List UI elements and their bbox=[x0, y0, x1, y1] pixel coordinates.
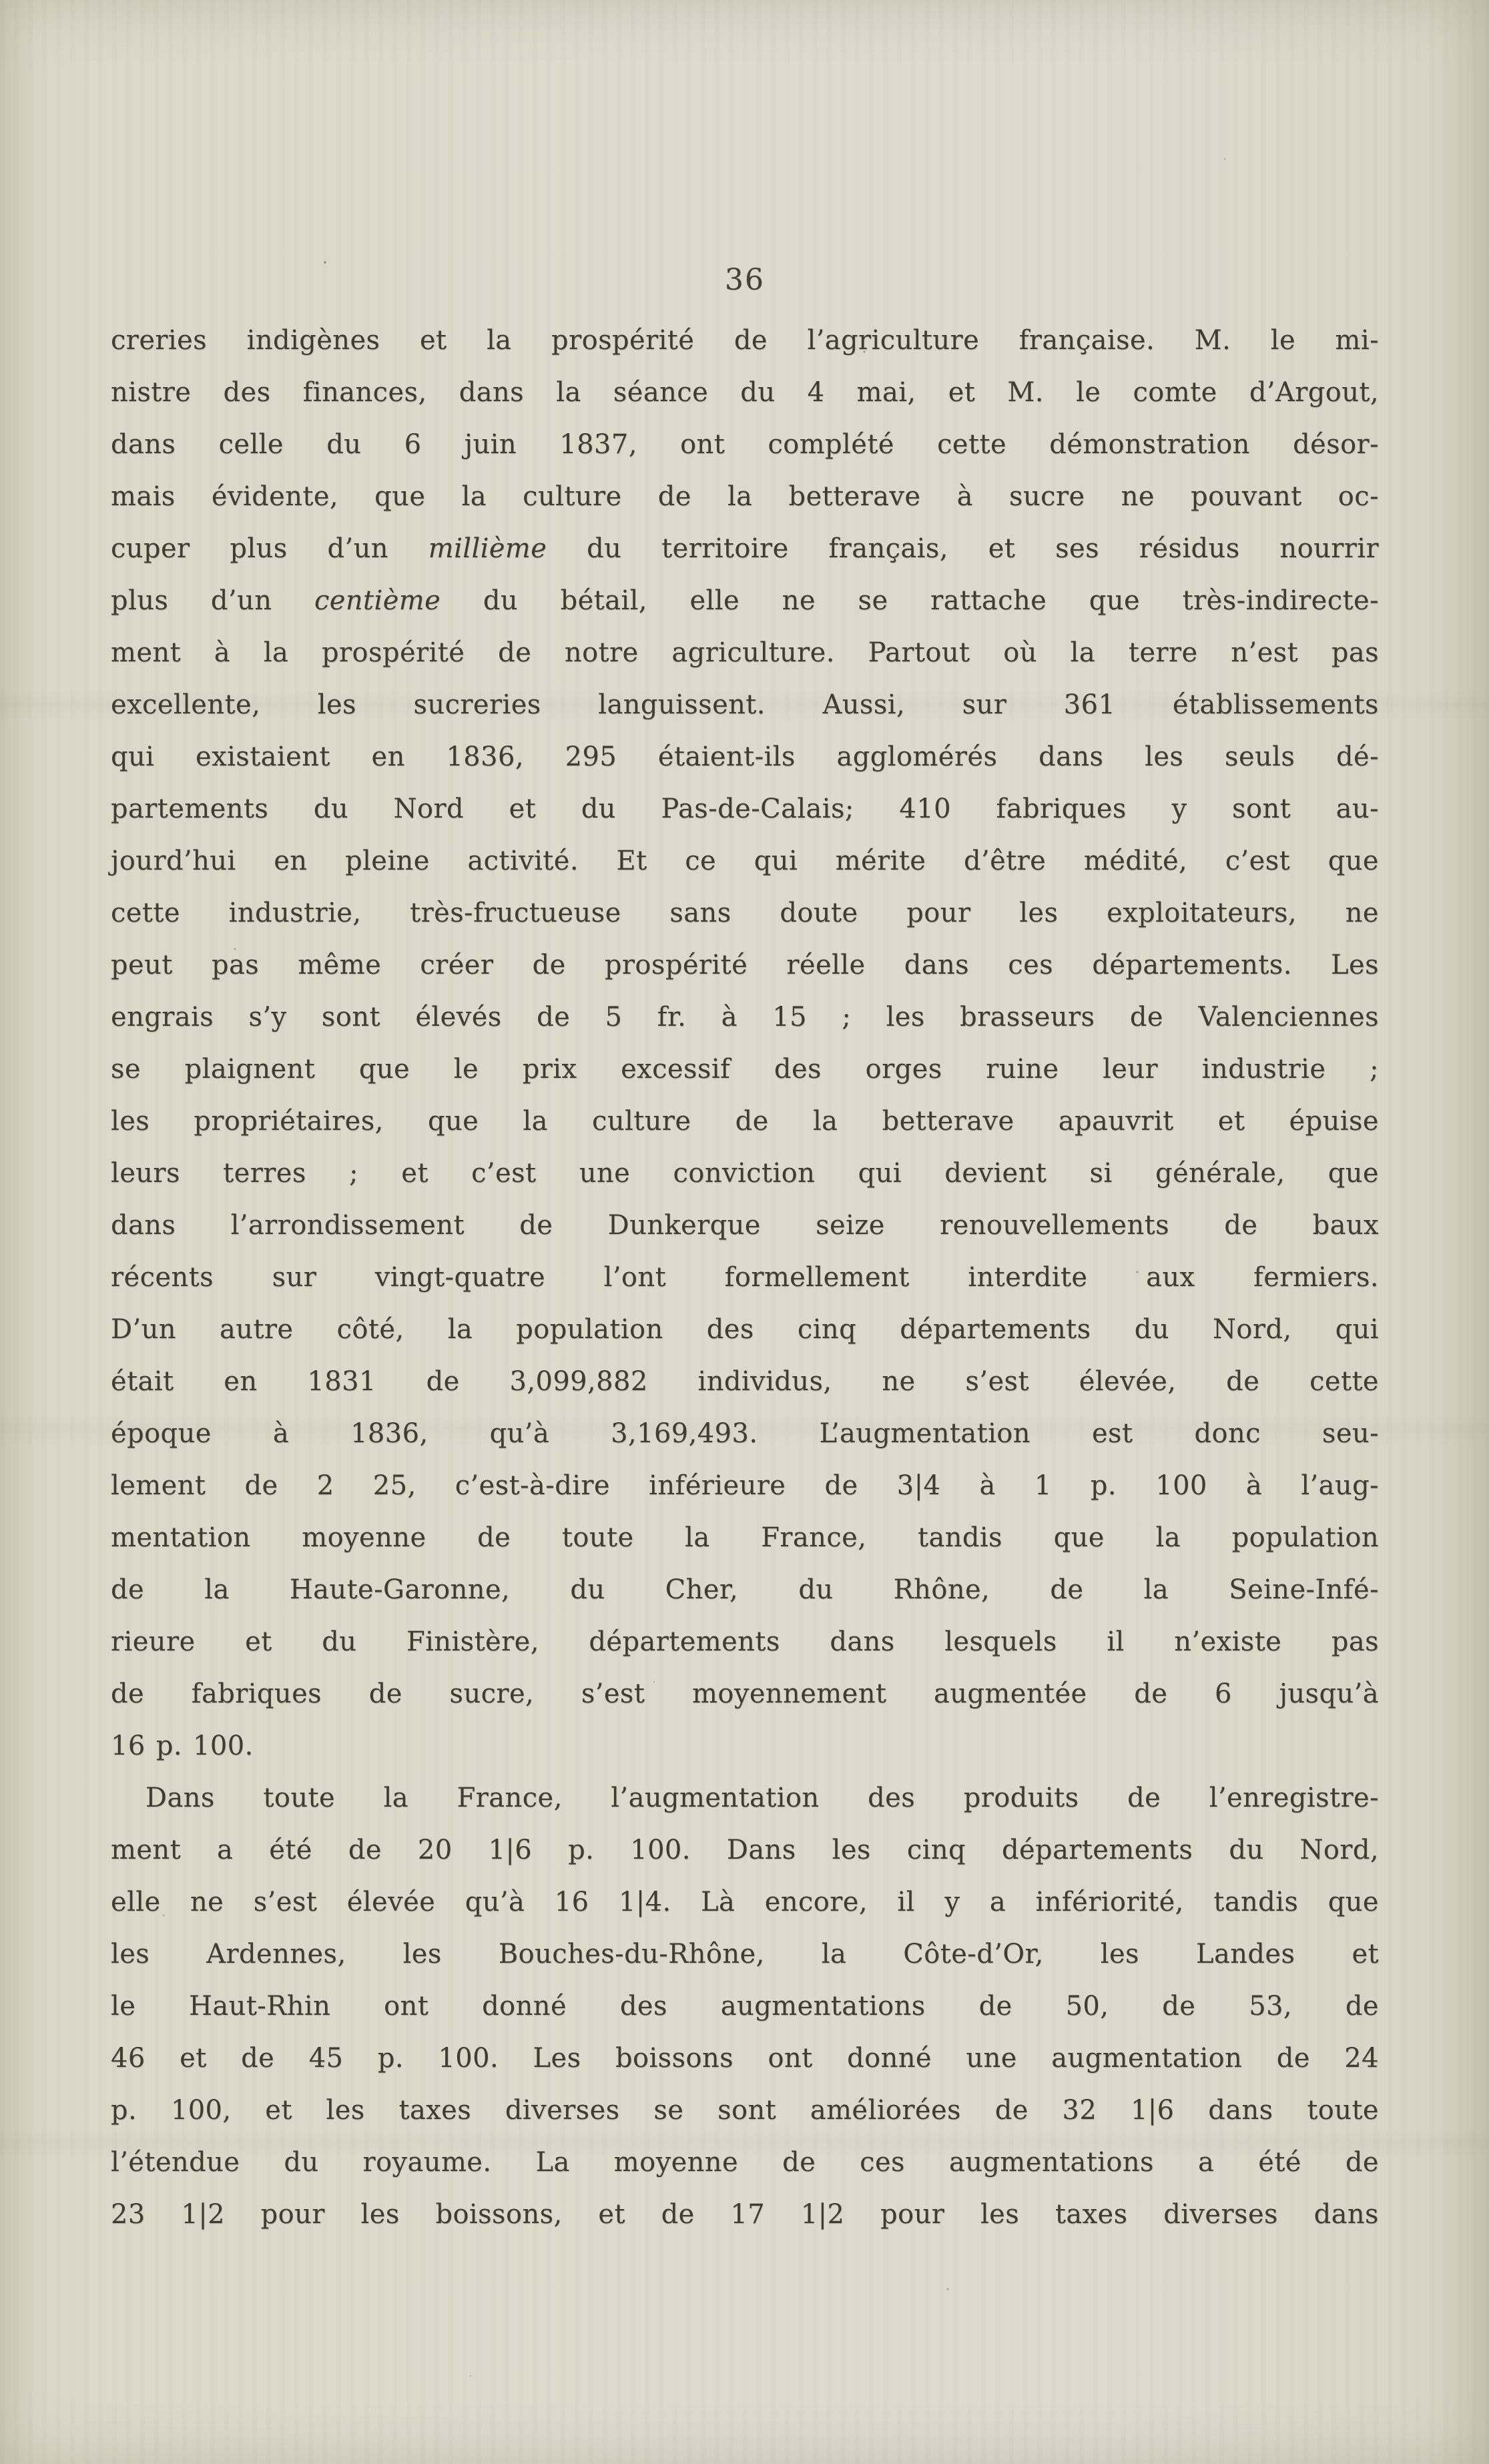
text-line bbox=[111, 1616, 1379, 1668]
text-segment: se plaignent que le prix excessif des orges ruine leur industrie ; bbox=[111, 1054, 1379, 1085]
text-segment: Dans toute la France, l’augmentation des produits de l’enregistre- bbox=[145, 1783, 1379, 1813]
italic-text: centième bbox=[314, 585, 441, 616]
text-line bbox=[111, 2188, 1379, 2240]
text-line bbox=[111, 2084, 1379, 2136]
text-segment: nistre des finances, dans la séance du 4 mai, et M. le comte d’Argout, bbox=[111, 377, 1379, 408]
text-line bbox=[111, 1199, 1379, 1251]
text-segment: cette industrie, très-fructueuse sans doute pour les exploitateurs, ne bbox=[111, 898, 1379, 928]
text-line bbox=[111, 314, 1379, 366]
text-line bbox=[111, 1303, 1379, 1355]
text-segment: époque à 1836, qu’à 3,169,493. L’augmentation est donc seu- bbox=[111, 1418, 1379, 1449]
text-segment: les propriétaires, que la culture de la betterave apauvrit et épuise bbox=[111, 1106, 1379, 1137]
text-line bbox=[111, 523, 1379, 575]
text-segment: leurs terres ; et c’est une conviction qui devient si générale, que bbox=[111, 1158, 1379, 1189]
text-segment: jourd’hui en pleine activité. Et ce qui mérite d’être médité, c’est que bbox=[111, 846, 1379, 876]
text-segment: de la Haute-Garonne, du Cher, du Rhône, de la Seine-Infé- bbox=[111, 1574, 1379, 1605]
text-segment: ment a été de 20 1|6 p. 100. Dans les cinq départements du Nord, bbox=[111, 1835, 1379, 1865]
text-segment: les Ardennes, les Bouches-du-Rhône, la Côte-d’Or, les Landes et bbox=[111, 1939, 1379, 1969]
text-line bbox=[111, 575, 1379, 627]
text-line bbox=[111, 783, 1379, 835]
text-line bbox=[111, 2032, 1379, 2084]
text-line bbox=[111, 731, 1379, 783]
text-line bbox=[111, 1668, 1379, 1720]
text-segment: du territoire français, et ses résidus nourrir bbox=[547, 533, 1379, 564]
text-segment: mais évidente, que la culture de la betterave à sucre ne pouvant oc- bbox=[111, 481, 1379, 512]
text-segment: cuper plus d’un bbox=[111, 533, 428, 564]
text-line bbox=[111, 1460, 1379, 1512]
text-segment: qui existaient en 1836, 295 étaient-ils agglomérés dans les seuls dé- bbox=[111, 741, 1379, 772]
text-line bbox=[111, 1824, 1379, 1876]
text-segment: elle ne s’est élevée qu’à 16 1|4. Là encore, il y a infériorité, tandis que bbox=[111, 1887, 1379, 1917]
text-segment: le Haut-Rhin ont donné des augmentations de 50, de 53, de bbox=[111, 1991, 1379, 2022]
text-line bbox=[111, 627, 1379, 679]
body-text bbox=[111, 314, 1379, 2240]
text-segment: 16 p. 100. bbox=[111, 1731, 254, 1761]
text-segment: récents sur vingt-quatre l’ont formellement interdite aux fermiers. bbox=[111, 1262, 1379, 1293]
text-line bbox=[111, 366, 1379, 418]
text-segment: plus d’un bbox=[111, 585, 314, 616]
text-line bbox=[111, 1043, 1379, 1095]
text-segment: rieure et du Finistère, départements dans lesquels il n’existe pas bbox=[111, 1626, 1379, 1657]
text-segment: engrais s’y sont élevés de 5 fr. à 15 ; les brasseurs de Valenciennes bbox=[111, 1002, 1379, 1032]
text-line bbox=[111, 1876, 1379, 1928]
text-line bbox=[111, 939, 1379, 991]
text-line bbox=[111, 991, 1379, 1043]
text-line bbox=[111, 887, 1379, 939]
text-line bbox=[111, 418, 1379, 471]
text-segment: du bétail, elle ne se rattache que très-indirecte- bbox=[440, 585, 1379, 616]
text-segment: partements du Nord et du Pas-de-Calais; 410 fabriques y sont au- bbox=[111, 794, 1379, 824]
text-segment: mentation moyenne de toute la France, tandis que la population bbox=[111, 1522, 1379, 1553]
text-line bbox=[111, 1980, 1379, 2032]
text-segment: de fabriques de sucre, s’est moyennement augmentée de 6 jusqu’à bbox=[111, 1678, 1379, 1709]
text-segment: lement de 2 25, c’est-à-dire inférieure de 3|4 à 1 p. 100 à l’aug- bbox=[111, 1470, 1379, 1501]
text-line bbox=[111, 2136, 1379, 2188]
text-line bbox=[111, 1408, 1379, 1460]
text-segment: 23 1|2 pour les boissons, et de 17 1|2 pour les taxes diverses dans bbox=[111, 2199, 1379, 2230]
text-line bbox=[111, 1928, 1379, 1980]
text-line bbox=[111, 471, 1379, 523]
text-line bbox=[111, 1095, 1379, 1147]
text-segment: creries indigènes et la prospérité de l’agriculture française. M. le mi- bbox=[111, 325, 1379, 356]
page-number: 36 bbox=[725, 263, 765, 297]
text-line bbox=[111, 1355, 1379, 1408]
text-line bbox=[111, 1147, 1379, 1199]
text-segment: était en 1831 de 3,099,882 individus, ne s’est élevée, de cette bbox=[111, 1366, 1379, 1397]
text-segment: p. 100, et les taxes diverses se sont améliorées de 32 1|6 dans toute bbox=[111, 2095, 1379, 2126]
text-segment: excellente, les sucreries languissent. Aussi, sur 361 établissements bbox=[111, 689, 1379, 720]
text-segment: D’un autre côté, la population des cinq départements du Nord, qui bbox=[111, 1314, 1379, 1345]
text-line bbox=[111, 835, 1379, 887]
text-segment: peut pas même créer de prospérité réelle dans ces départements. Les bbox=[111, 950, 1379, 980]
text-line bbox=[111, 679, 1379, 731]
text-line bbox=[111, 1720, 1379, 1772]
text-line bbox=[111, 1564, 1379, 1616]
italic-text: millième bbox=[428, 533, 547, 564]
text-line bbox=[111, 1251, 1379, 1303]
text-segment: dans l’arrondissement de Dunkerque seize renouvellements de baux bbox=[111, 1210, 1379, 1241]
text-segment: ment à la prospérité de notre agriculture. Partout où la terre n’est pas bbox=[111, 637, 1379, 668]
text-segment: l’étendue du royaume. La moyenne de ces augmentations a été de bbox=[111, 2147, 1379, 2178]
text-segment: 46 et de 45 p. 100. Les boissons ont donné une augmentation de 24 bbox=[111, 2043, 1379, 2074]
text-line bbox=[111, 1772, 1379, 1824]
text-segment: dans celle du 6 juin 1837, ont complété cette démonstration désor- bbox=[111, 429, 1379, 460]
text-line bbox=[111, 1512, 1379, 1564]
